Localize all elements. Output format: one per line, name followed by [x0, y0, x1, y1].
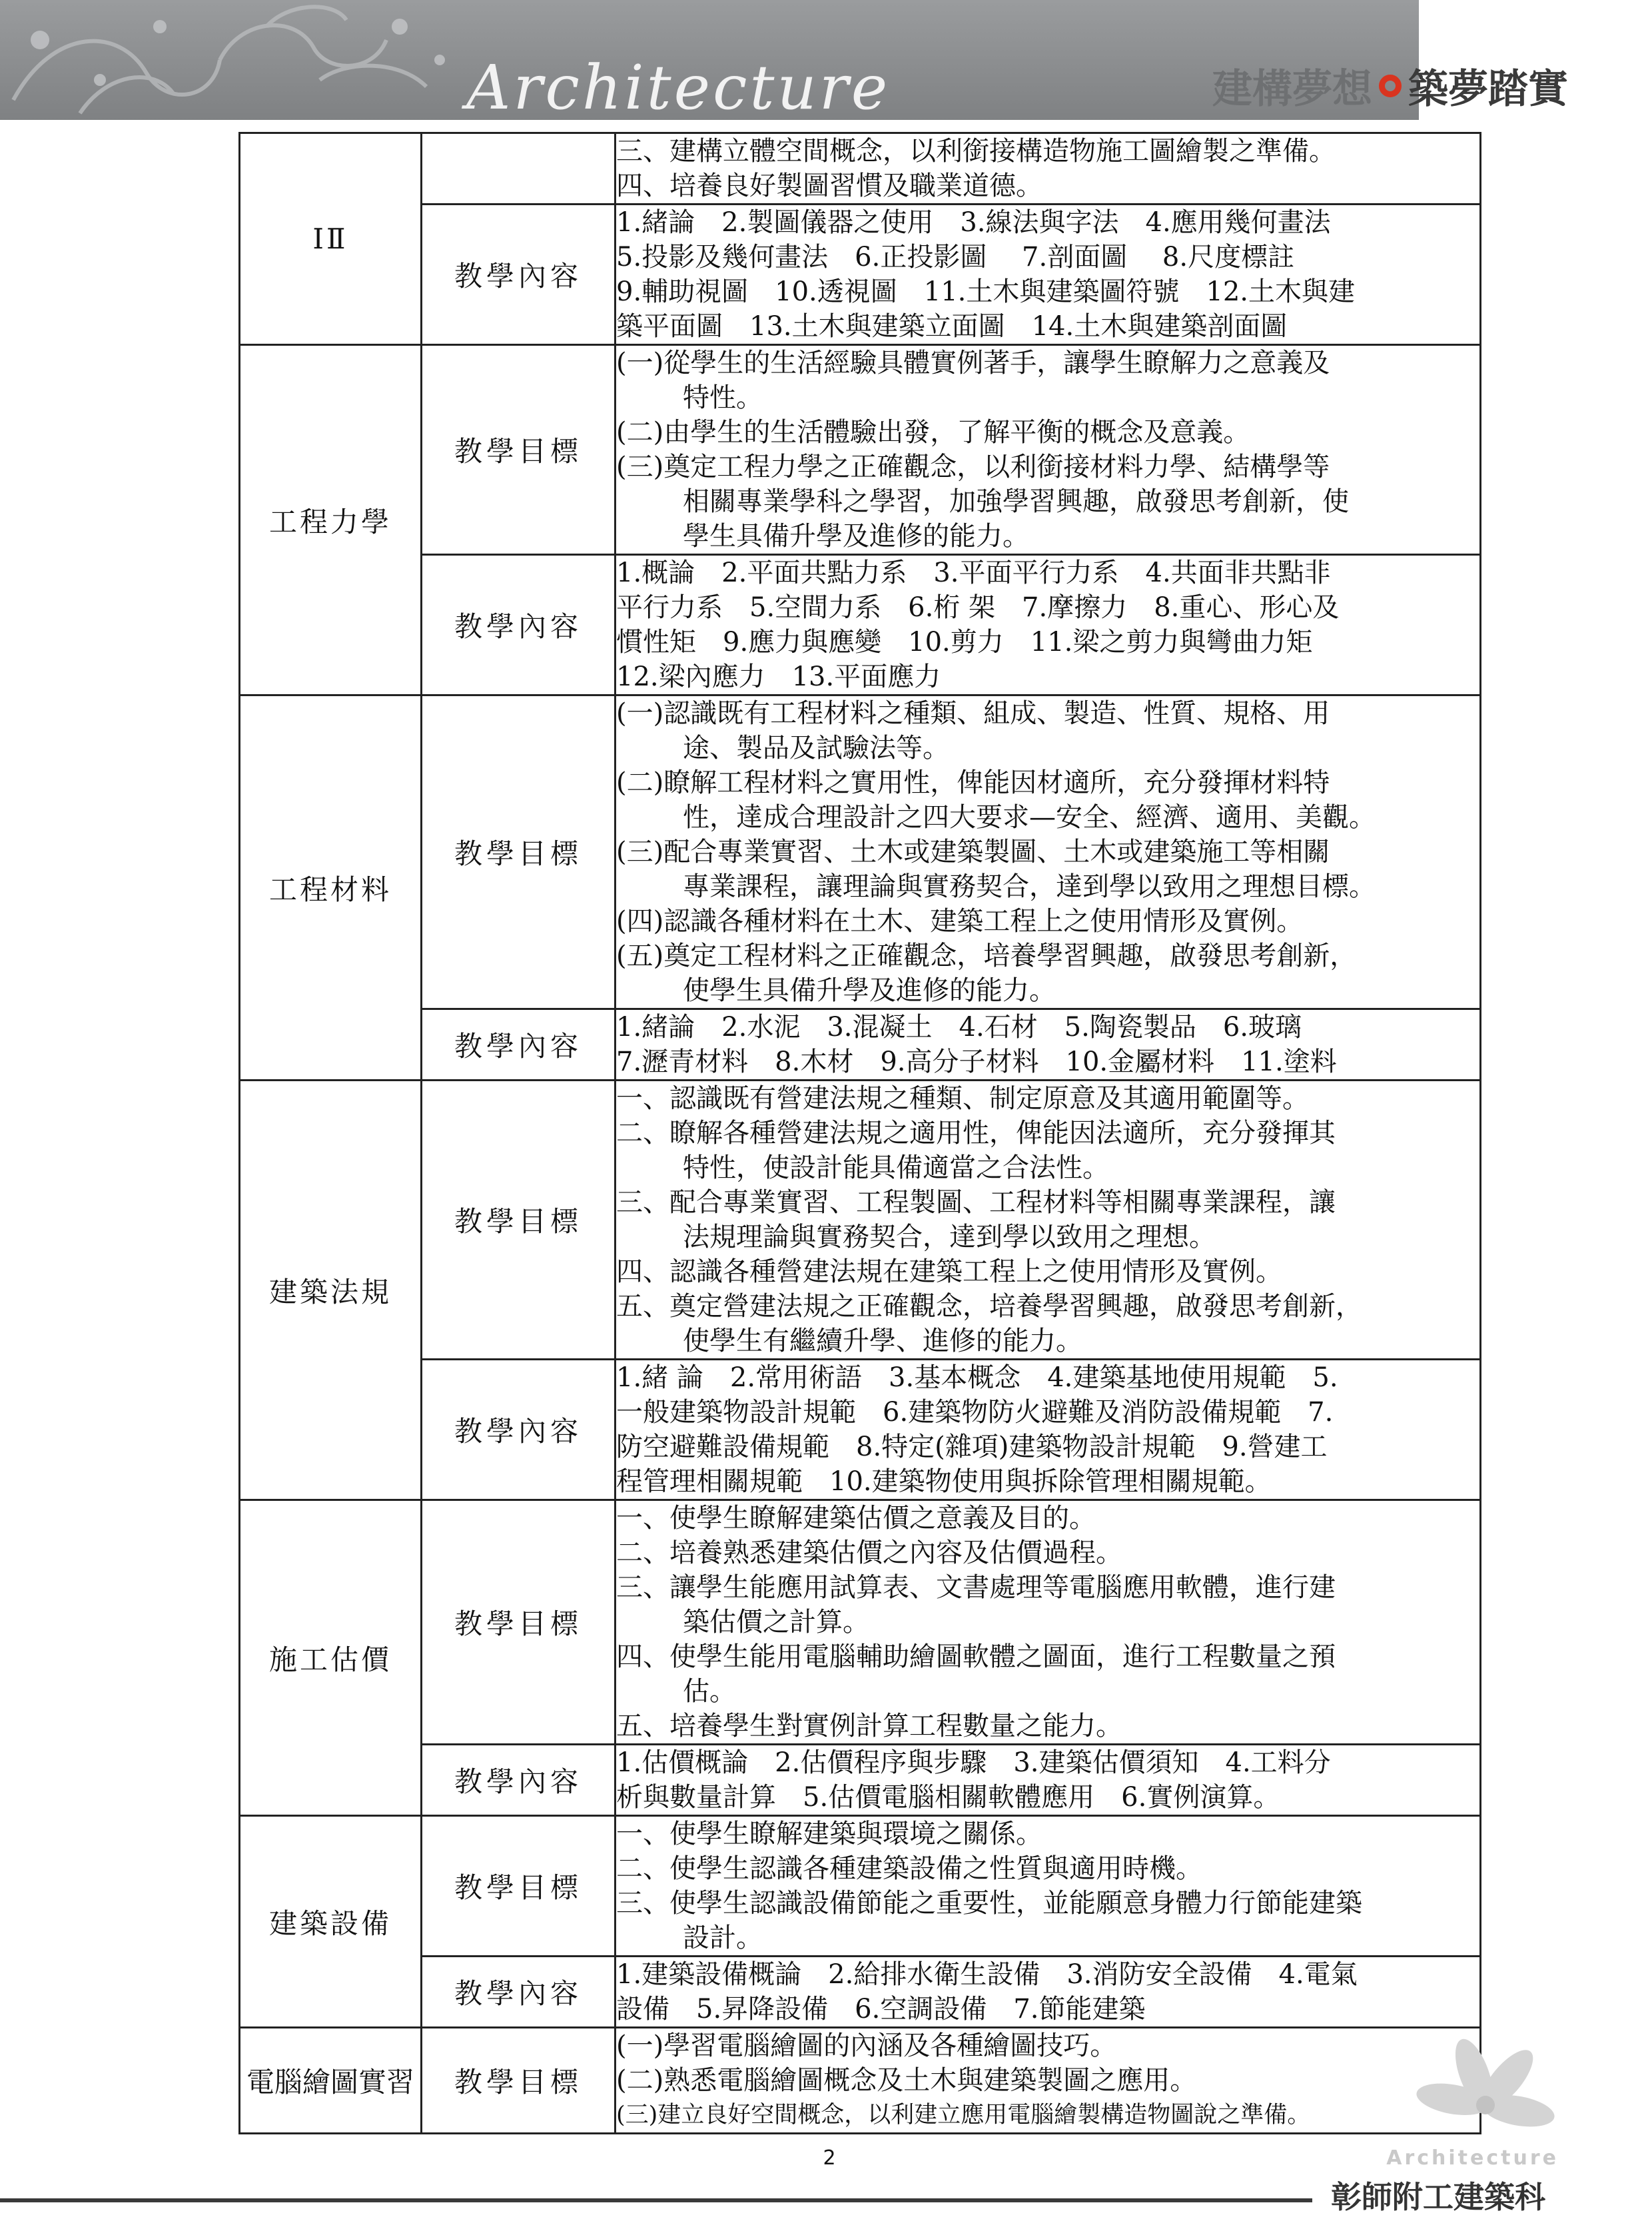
subject-cell: 施工估價 — [240, 1500, 422, 1816]
label-cell: 教學目標 — [422, 695, 616, 1009]
content-line: 三、配合專業實習、工程製圖、工程材料等相關專業課程，讓 — [616, 1187, 1336, 1218]
content-line: 析與數量計算 5.估價電腦相關軟體應用 6.實例演算。 — [616, 1782, 1280, 1813]
content-line: 設計。 — [683, 1923, 763, 1953]
content-line: 相關專業學科之學習，加強學習興趣，啟發思考創新，使 — [683, 486, 1349, 517]
content-line: 估。 — [683, 1676, 736, 1707]
content-line: 三、建構立體空間概念，以利銜接構造物施工圖繪製之準備。 — [616, 136, 1336, 167]
content-line: (二)由學生的生活體驗出發，了解平衡的概念及意義。 — [616, 417, 1250, 448]
content-line: 1.緒論 2.製圖儀器之使用 3.線法與字法 4.應用幾何畫法 — [616, 207, 1331, 238]
content-line: (三)建立良好空間概念，以利建立應用電腦繪製構造物圖說之準備。 — [616, 2102, 1311, 2128]
table-row — [240, 1957, 1481, 2028]
content-line: 特性。 — [683, 382, 763, 413]
content-line: (五)奠定工程材料之正確觀念，培養學習興趣，啟發思考創新， — [616, 941, 1357, 971]
label-cell: 教學內容 — [422, 1957, 616, 2028]
label-cell: 教學內容 — [422, 1009, 616, 1081]
label-cell: 教學目標 — [422, 1500, 616, 1745]
content-line: 5.投影及幾何畫法 6.正投影圖 7.剖面圖 8.尺度標註 — [616, 242, 1295, 272]
content-cell — [616, 555, 1481, 695]
objective-cell — [616, 695, 1481, 1009]
content-line: 專業課程，讓理論與實務契合，達到學以致用之理想目標。 — [683, 871, 1376, 902]
content-line: 二、使學生認識各種建築設備之性質與適用時機。 — [616, 1853, 1202, 1884]
subject-cell: 建築設備 — [240, 1816, 422, 2028]
content-line: (一)從學生的生活經驗具體實例著手，讓學生瞭解力之意義及 — [616, 348, 1330, 378]
content-line: 四、認識各種營建法規在建築工程上之使用情形及實例。 — [616, 1256, 1282, 1287]
subject-cell: 建築法規 — [240, 1081, 422, 1500]
curriculum-table — [238, 132, 1481, 2134]
content-line: 一、使學生瞭解建築估價之意義及目的。 — [616, 1503, 1096, 1534]
subject-cell: 電腦繪圖實習 — [240, 2028, 422, 2134]
content-cell — [616, 1009, 1481, 1081]
content-line: 1.緒論 2.水泥 3.混凝土 4.石材 5.陶瓷製品 6.玻璃 — [616, 1012, 1302, 1043]
content-line: 途、製品及試驗法等。 — [683, 733, 949, 763]
objective-cell — [616, 345, 1481, 555]
content-line: 1.估價概論 2.估價程序與步驟 3.建築估價須知 4.工料分 — [616, 1747, 1331, 1778]
content-line: 學生具備升學及進修的能力。 — [683, 521, 1029, 552]
content-line: 五、培養學生對實例計算工程數量之能力。 — [616, 1711, 1122, 1741]
slogan-left: 建構夢想 — [1212, 66, 1372, 113]
content-line: 二、瞭解各種營建法規之適用性，俾能因法適所，充分發揮其 — [616, 1118, 1336, 1148]
content-line: 1.緒 論 2.常用術語 3.基本概念 4.建築基地使用規範 5. — [616, 1362, 1338, 1393]
content-line: 平行力系 5.空間力系 6.桁 架 7.摩擦力 8.重心、形心及 — [616, 592, 1340, 623]
content-line: 築平面圖 13.土木與建築立面圖 14.土木與建築剖面圖 — [616, 311, 1288, 342]
page-number: 2 — [823, 2146, 836, 2170]
content-line: 12.梁內應力 13.平面應力 — [616, 662, 941, 692]
objective-cell — [616, 1500, 1481, 1745]
red-circle-icon — [1379, 75, 1402, 97]
table-row — [240, 1360, 1481, 1500]
content-line: (一)學習電腦繪圖的內涵及各種繪圖技巧。 — [616, 2030, 1117, 2061]
objective-cell — [616, 1081, 1481, 1360]
footer-divider — [0, 2198, 1312, 2202]
footer-logo-text: Architecture — [1386, 2146, 1559, 2170]
content-line: 一般建築物設計規範 6.建築物防火避難及消防設備規範 7. — [616, 1397, 1334, 1428]
content-cell — [616, 1957, 1481, 2028]
subject-cell: ⅠⅡ — [240, 133, 422, 345]
label-cell-empty — [422, 133, 616, 205]
table-row — [240, 695, 1481, 1009]
content-line: 二、培養熟悉建築估價之內容及估價過程。 — [616, 1538, 1122, 1568]
content-line: 法規理論與實務契合，達到學以致用之理想。 — [683, 1222, 1216, 1252]
content-line: 使學生有繼續升學、進修的能力。 — [683, 1326, 1082, 1356]
content-line: 五、奠定營建法規之正確觀念，培養學習興趣，啟發思考創新， — [616, 1291, 1362, 1322]
table-row — [240, 205, 1481, 345]
table-row — [240, 1009, 1481, 1081]
content-cell — [616, 1745, 1481, 1816]
content-cell — [616, 1360, 1481, 1500]
flower-logo-icon — [1386, 2032, 1585, 2165]
content-line: 9.輔助視圖 10.透視圖 11.土木與建築圖符號 12.土木與建 — [616, 276, 1356, 307]
content-line: 三、讓學生能應用試算表、文書處理等電腦應用軟體，進行建 — [616, 1572, 1336, 1603]
content-line: (一)認識既有工程材料之種類、組成、製造、性質、規格、用 — [616, 698, 1330, 729]
subject-cell: 工程材料 — [240, 695, 422, 1081]
content-cell — [616, 205, 1481, 345]
table-row — [240, 133, 1481, 205]
label-cell: 教學內容 — [422, 205, 616, 345]
table-row — [240, 1081, 1481, 1360]
content-line: 特性，使設計能具備適當之合法性。 — [683, 1152, 1109, 1183]
objective-cell — [616, 133, 1481, 205]
label-cell: 教學目標 — [422, 345, 616, 555]
content-line: 1.建築設備概論 2.給排水衛生設備 3.消防安全設備 4.電氣 — [616, 1959, 1358, 1990]
floral-swirl-icon — [0, 0, 466, 120]
table-row — [240, 345, 1481, 555]
table-row — [240, 2028, 1481, 2134]
content-line: 一、認識既有營建法規之種類、制定原意及其適用範圍等。 — [616, 1083, 1309, 1114]
label-cell: 教學目標 — [422, 1081, 616, 1360]
table-row — [240, 555, 1481, 695]
content-line: (四)認識各種材料在土木、建築工程上之使用情形及實例。 — [616, 906, 1304, 937]
content-line: (三)奠定工程力學之正確觀念，以利銜接材料力學、結構學等 — [616, 452, 1330, 482]
table-row — [240, 1500, 1481, 1745]
content-line: 築估價之計算。 — [683, 1607, 869, 1637]
objective-cell — [616, 2028, 1481, 2134]
table-row — [240, 1745, 1481, 1816]
table-row — [240, 1816, 1481, 1957]
content-line: 性，達成合理設計之四大要求—安全、經濟、適用、美觀。 — [683, 802, 1376, 833]
content-line: 慣性矩 9.應力與應變 10.剪力 11.梁之剪力與彎曲力矩 — [616, 627, 1313, 658]
content-line: (二)瞭解工程材料之實用性，俾能因材適所，充分發揮材料特 — [616, 767, 1330, 798]
subject-cell: 工程力學 — [240, 345, 422, 695]
content-line: 四、培養良好製圖習慣及職業道德。 — [616, 171, 1042, 201]
content-line: 7.瀝青材料 8.木材 9.高分子材料 10.金屬材料 11.塗料 — [616, 1047, 1337, 1077]
label-cell: 教學目標 — [422, 2028, 616, 2134]
content-line: 使學生具備升學及進修的能力。 — [683, 975, 1056, 1006]
content-line: (三)配合專業實習、土木或建築製圖、土木或建築施工等相關 — [616, 837, 1330, 867]
department-name: 彰師附工建築科 — [1331, 2179, 1545, 2215]
label-cell: 教學內容 — [422, 555, 616, 695]
content-line: 程管理相關規範 10.建築物使用與拆除管理相關規範。 — [616, 1466, 1272, 1497]
label-cell: 教學內容 — [422, 1745, 616, 1816]
content-line: 1.概論 2.平面共點力系 3.平面平行力系 4.共面非共點非 — [616, 558, 1331, 588]
content-line: 一、使學生瞭解建築與環境之關係。 — [616, 1819, 1042, 1849]
content-line: 三、使學生認識設備節能之重要性，並能願意身體力行節能建築 — [616, 1888, 1362, 1919]
objective-cell — [616, 1816, 1481, 1957]
label-cell: 教學內容 — [422, 1360, 616, 1500]
banner-title: Architecture — [466, 52, 891, 120]
content-line: (二)熟悉電腦繪圖概念及土木與建築製圖之應用。 — [616, 2065, 1197, 2096]
slogan-right: 築夢踏實 — [1408, 66, 1568, 113]
header-slogan — [1212, 56, 1568, 116]
content-line: 防空避難設備規範 8.特定(雜項)建築物設計規範 9.營建工 — [616, 1432, 1328, 1462]
content-line: 設備 5.昇降設備 6.空調設備 7.節能建築 — [616, 1994, 1146, 2024]
header-banner — [0, 0, 1419, 120]
label-cell: 教學目標 — [422, 1816, 616, 1957]
content-line: 四、使學生能用電腦輔助繪圖軟體之圖面，進行工程數量之預 — [616, 1641, 1336, 1672]
